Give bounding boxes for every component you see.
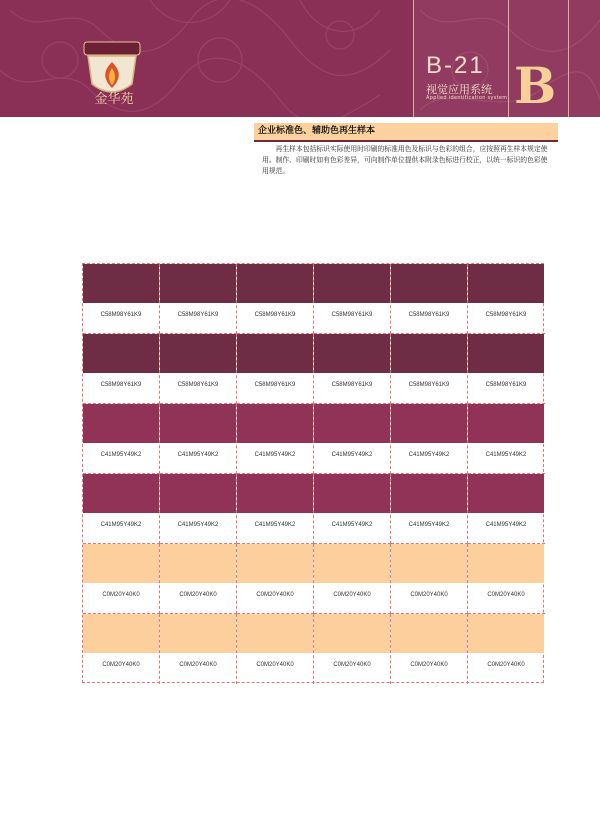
swatch-cell [391, 544, 468, 614]
section-code: B-21 [426, 52, 485, 79]
color-swatch [314, 544, 390, 583]
color-swatch-grid [82, 263, 544, 683]
color-swatch [160, 404, 236, 443]
swatch-label: C0M20Y40K0 [256, 662, 294, 668]
color-swatch [468, 264, 544, 303]
swatch-label: C58M98Y61K9 [331, 382, 373, 388]
swatch-cell [314, 474, 391, 544]
swatch-label: C0M20Y40K0 [333, 592, 371, 598]
system-subtitle: Applied identification system [426, 95, 508, 101]
swatch-label: C41M95Y49K2 [408, 522, 450, 528]
swatch-label: C58M98Y61K9 [254, 312, 296, 318]
swatch-label: C41M95Y49K2 [254, 522, 296, 528]
swatch-cell [237, 264, 314, 334]
color-swatch [83, 404, 159, 443]
swatch-cell [468, 474, 545, 544]
color-swatch [160, 474, 236, 513]
swatch-cell [160, 404, 237, 474]
color-swatch [160, 544, 236, 583]
swatch-label: C0M20Y40K0 [410, 592, 448, 598]
swatch-label: C41M95Y49K2 [100, 452, 142, 458]
swatch-cell [83, 334, 160, 404]
swatch-label: C58M98Y61K9 [485, 312, 527, 318]
color-swatch [160, 614, 236, 653]
color-swatch [468, 614, 544, 653]
brand-name: 金华苑 [94, 92, 134, 107]
swatch-label: C41M95Y49K2 [331, 522, 373, 528]
color-swatch [237, 474, 313, 513]
swatch-label: C41M95Y49K2 [254, 452, 296, 458]
swatch-label: C58M98Y61K9 [331, 312, 373, 318]
color-swatch [160, 334, 236, 373]
swatch-cell [160, 544, 237, 614]
color-swatch [314, 264, 390, 303]
page-header [0, 0, 600, 117]
swatch-label: C0M20Y40K0 [179, 592, 217, 598]
swatch-cell [468, 264, 545, 334]
swatch-cell [391, 404, 468, 474]
swatch-label: C0M20Y40K0 [487, 592, 525, 598]
swatch-cell [314, 264, 391, 334]
swatch-cell [83, 404, 160, 474]
color-swatch [468, 334, 544, 373]
swatch-label: C41M95Y49K2 [331, 452, 373, 458]
swatch-label: C58M98Y61K9 [485, 382, 527, 388]
swatch-label: C58M98Y61K9 [177, 382, 219, 388]
swatch-label: C41M95Y49K2 [177, 452, 219, 458]
swatch-label: C0M20Y40K0 [410, 662, 448, 668]
swatch-cell [83, 614, 160, 684]
swatch-cell [237, 544, 314, 614]
swatch-cell [237, 404, 314, 474]
color-swatch [314, 404, 390, 443]
swatch-label: C0M20Y40K0 [179, 662, 217, 668]
swatch-label: C0M20Y40K0 [102, 662, 140, 668]
swatch-label: C58M98Y61K9 [100, 382, 142, 388]
color-swatch [83, 614, 159, 653]
swatch-cell [391, 334, 468, 404]
color-swatch [83, 474, 159, 513]
swatch-cell [314, 544, 391, 614]
swatch-cell [237, 334, 314, 404]
swatch-label: C0M20Y40K0 [102, 592, 140, 598]
swatch-cell [468, 334, 545, 404]
color-swatch [237, 544, 313, 583]
color-swatch [391, 264, 467, 303]
header-divider [413, 0, 414, 117]
swatch-cell [160, 334, 237, 404]
swatch-label: C0M20Y40K0 [487, 662, 525, 668]
color-swatch [314, 334, 390, 373]
swatch-cell [83, 264, 160, 334]
swatch-cell [83, 544, 160, 614]
color-swatch [83, 334, 159, 373]
swatch-cell [468, 544, 545, 614]
color-swatch [83, 544, 159, 583]
color-swatch [314, 614, 390, 653]
section-letter: B [514, 56, 557, 115]
swatch-cell [83, 474, 160, 544]
swatch-cell [391, 474, 468, 544]
header-divider [508, 0, 509, 117]
color-swatch [237, 404, 313, 443]
color-swatch [391, 404, 467, 443]
swatch-cell [314, 334, 391, 404]
section-title: 企业标准色、辅助色再生样本 [254, 123, 558, 140]
swatch-cell [468, 404, 545, 474]
color-swatch [237, 334, 313, 373]
swatch-label: C41M95Y49K2 [100, 522, 142, 528]
swatch-cell [160, 614, 237, 684]
swatch-cell [160, 264, 237, 334]
color-swatch [160, 264, 236, 303]
color-swatch [391, 334, 467, 373]
swatch-cell [237, 614, 314, 684]
color-swatch [468, 404, 544, 443]
color-swatch [391, 474, 467, 513]
swatch-label: C0M20Y40K0 [333, 662, 371, 668]
color-swatch [314, 474, 390, 513]
section-description: 再生样本包括标识实际使用时印刷的标准用色及标识与色彩的组合，应按照再生样本规定使用。制作、印刷时如有色彩差异，可向制作单位提供本附录色标进行校正，以统一标识的色彩使用规范。 [262, 145, 548, 175]
color-swatch [83, 264, 159, 303]
swatch-cell [391, 264, 468, 334]
color-swatch [391, 614, 467, 653]
color-swatch [468, 474, 544, 513]
color-swatch [391, 544, 467, 583]
swatch-cell [391, 614, 468, 684]
color-swatch [237, 264, 313, 303]
swatch-label: C58M98Y61K9 [177, 312, 219, 318]
swatch-cell [237, 474, 314, 544]
swatch-label: C58M98Y61K9 [408, 382, 450, 388]
swatch-label: C41M95Y49K2 [408, 452, 450, 458]
swatch-label: C0M20Y40K0 [256, 592, 294, 598]
system-title: 视觉应用系统 [426, 83, 492, 96]
color-swatch [468, 544, 544, 583]
swatch-label: C58M98Y61K9 [100, 312, 142, 318]
swatch-cell [314, 404, 391, 474]
swatch-label: C58M98Y61K9 [408, 312, 450, 318]
section-rule [254, 140, 558, 142]
swatch-label: C41M95Y49K2 [485, 522, 527, 528]
swatch-cell [314, 614, 391, 684]
swatch-label: C41M95Y49K2 [177, 522, 219, 528]
header-divider [568, 0, 569, 117]
color-swatch [237, 614, 313, 653]
swatch-label: C58M98Y61K9 [254, 382, 296, 388]
swatch-cell [468, 614, 545, 684]
swatch-cell [160, 474, 237, 544]
swatch-label: C41M95Y49K2 [485, 452, 527, 458]
